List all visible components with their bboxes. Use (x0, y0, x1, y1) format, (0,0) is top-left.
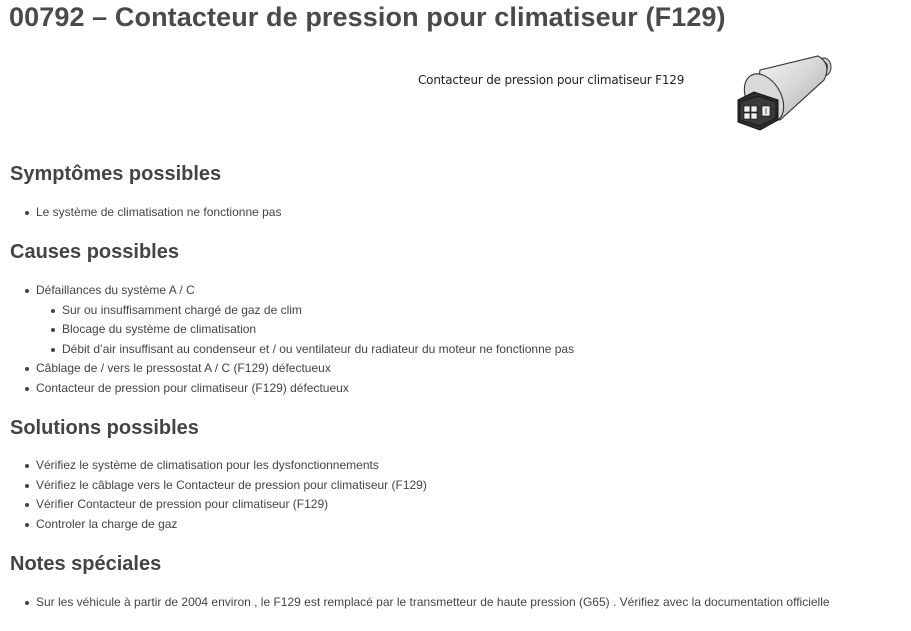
list-item-text: Vérifier Contacteur de pression pour climatiseur (F129) (36, 497, 329, 512)
list-item-text: Controler la charge de gaz (36, 516, 178, 531)
list-item-text: Le système de climatisation ne fonctionne pas (36, 205, 282, 219)
list-item (0, 359, 574, 379)
bullet-icon (25, 289, 29, 293)
list-item (0, 301, 574, 321)
bullet-icon (51, 328, 55, 332)
symptoms-heading: Symptômes possibles (10, 163, 222, 185)
bullet-icon (25, 367, 29, 371)
list-item-text: Sur les véhicule à partir de 2004 environ , le F129 est remplacé par le transmetteur de haute pression (G65) . Vérifiez avec la documentation officielle (36, 595, 830, 609)
solutions-heading: Solutions possibles (10, 417, 199, 439)
list-item-text: Blocage du système de climatisation (62, 322, 257, 337)
bullet-icon (25, 387, 29, 391)
list-item-text: Débit d’air insuffisant au condenseur et / ou ventilateur du radiateur du moteur ne fonctionne pas (62, 341, 575, 356)
list-item (0, 320, 574, 340)
list-item-text: Câblage de / vers le pressostat A / C (F129) défectueux (36, 361, 331, 376)
bullet-icon (25, 523, 29, 527)
list-item-text: Vérifiez le système de climatisation pour les dysfonctionnements (36, 458, 379, 472)
figure-caption: Contacteur de pression pour climatiseur F129 (418, 73, 685, 87)
list-item (0, 203, 281, 223)
list-item (0, 456, 427, 476)
list-item (0, 515, 427, 535)
list-item (0, 495, 427, 515)
list-item (0, 340, 574, 360)
list-item-text: Sur ou insuffisamment chargé de gaz de clim (62, 302, 302, 317)
list-item-text: Défaillances du système A / C (36, 283, 195, 297)
causes-heading: Causes possibles (10, 241, 179, 263)
list-item (0, 593, 830, 613)
symptoms-list (0, 203, 281, 223)
bullet-icon (25, 211, 29, 215)
bullet-icon (25, 464, 29, 468)
causes-list (0, 281, 574, 399)
list-item-text: Contacteur de pression pour climatiseur (F129) défectueux (36, 380, 349, 395)
notes-list (0, 593, 830, 613)
notes-heading: Notes spéciales (10, 553, 162, 575)
bullet-icon (51, 348, 55, 352)
sensor-figure (400, 50, 850, 135)
pressure-switch-image (720, 50, 840, 135)
bullet-icon (25, 503, 29, 507)
list-item-text: Vérifiez le câblage vers le Contacteur de pression pour climatiseur (F129) (36, 477, 427, 492)
page-title: 00792 – Contacteur de pression pour climatiseur (F129) (9, 2, 726, 32)
bullet-icon (25, 601, 29, 605)
list-item (0, 379, 574, 399)
list-item (0, 281, 574, 301)
bullet-icon (25, 484, 29, 488)
bullet-icon (51, 309, 55, 313)
list-item (0, 476, 427, 496)
solutions-list (0, 456, 427, 534)
